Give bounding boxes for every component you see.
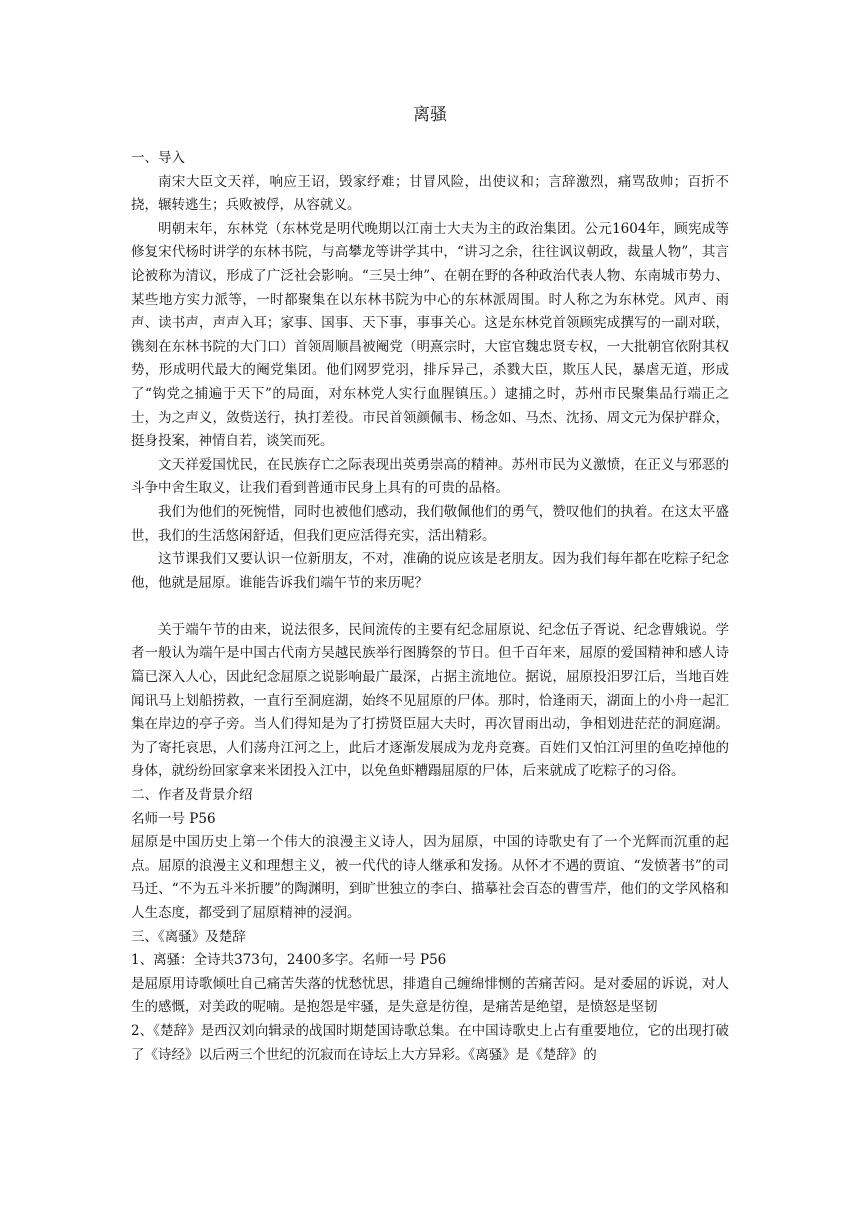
section-heading-intro: 一、导入 xyxy=(131,150,185,166)
reference-note: 名师一号 P56 xyxy=(131,810,216,827)
list-item: 2、《楚辞》是西汉刘向辑录的战国时期楚国诗歌总集。在中国诗歌史上占有重要地位，它的出现打破了《诗经》以后两三个世纪的沉寂而在诗坛上大方异彩。《离骚》是《楚辞》的 xyxy=(131,1022,729,1063)
paragraph: 文天祥爱国忧民，在民族存亡之际表现出英勇崇高的精神。苏州市民为义激愤，在正义与邪恶的斗争中舍生取义，让我们看到普通市民身上具有的可贵的品格。 xyxy=(131,456,729,497)
paragraph: 南宋大臣文天祥，响应王诏，毁家纾难；甘冒风险，出使议和；言辞激烈，痛骂敌帅；百折不挠，辗转逃生；兵败被俘，从容就义。 xyxy=(131,173,729,214)
paragraph: 明朝末年，东林党（东林党是明代晚期以江南士大夫为主的政治集团。公元1604年，顾宪成等修复宋代杨时讲学的东林书院，与高攀龙等讲学其中，“讲习之余，往往讽议朝政，裁量人物”，其言论被称为清议，形成了广泛社会影响。“三吴士绅”、在朝在野的各种政治代表人物、东南城市势力、某些地方实力派等，一时都聚集在以东林书院为中心的东林派周围。时人称之为东林党。风声、雨声、读书声，声声入耳；家事、国事、天下事，事事关心。这是东林党首领顾宪成撰写的一副对联，镌刻在东林书院的大门口）首领周顺昌被阉党（明熹宗时，大宦官魏忠贤专权，一大批朝官依附其权势，形成明代最大的阉党集团。他们网罗党羽，排斥异己，杀戮大臣，欺压人民，暴虐无道，形成了“钩党之捕遍于天下”的局面，对东林党人实行血腥镇压。）逮捕之时，苏州市民聚集品行端正之士，为之声义，敛赀送行，执打差役。市民首领颜佩韦、杨念如、马杰、沈扬、周文元为保护群众，挺身投案，神情自若，谈笑而死。 xyxy=(131,220,729,450)
document-body xyxy=(131,147,729,1067)
section-heading-lisao: 三、《离骚》及楚辞 xyxy=(131,928,246,945)
section-heading-author: 二、作者及背景介绍 xyxy=(131,787,253,804)
paragraph: 这节课我们又要认识一位新朋友，不对，准确的说应该是老朋友。因为我们每年都在吃粽子纪念他，他就是屈原。谁能告诉我们端午节的来历呢？ xyxy=(131,551,729,591)
list-item: 1、离骚：全诗共373句，2400多字。名师一号 P56 xyxy=(131,952,447,969)
paragraph: 是屈原用诗歌倾吐自己痛苦失落的忧愁忧思，排遣自己缠绵悱恻的苦痛苦闷。是对委屈的诉说，对人生的感慨，对美政的呢喃。是抱怨是牢骚，是失意是彷徨，是痛苦是绝望，是愤怒是坚韧 xyxy=(131,975,729,1016)
paragraph: 屈原是中国历史上第一个伟大的浪漫主义诗人，因为屈原，中国的诗歌史有了一个光辉而沉重的起点。屈原的浪漫主义和理想主义，被一代代的诗人继承和发扬。从怀才不遇的贾谊、“发愤著书”的司马迁、“不为五斗米折腰”的陶渊明，到旷世独立的李白、描摹社会百态的曹雪芹，他们的文学风格和人生态度，都受到了屈原精神的浸润。 xyxy=(131,834,729,921)
blank-line xyxy=(131,595,729,619)
page-title: 离骚 xyxy=(413,105,447,125)
paragraph: 我们为他们的死惋惜，同时也被他们感动，我们敬佩他们的勇气，赞叹他们的执着。在这太平盛世，我们的生活悠闲舒适，但我们更应活得充实，活出精彩。 xyxy=(131,503,729,544)
paragraph: 关于端午节的由来，说法很多，民间流传的主要有纪念屈原说、纪念伍子胥说、纪念曹娥说。学者一般认为端午是中国古代南方吴越民族举行图腾祭的节日。但千百年来，屈原的爱国精神和感人诗篇已深入人心，因此纪念屈原之说影响最广最深，占据主流地位。据说，屈原投汨罗江后，当地百姓闻讯马上划船捞救，一直行至洞庭湖，始终不见屈原的尸体。那时，恰逢雨天，湖面上的小舟一起汇集在岸边的亭子旁。当人们得知是为了打捞贤臣屈大夫时，再次冒雨出动，争相划进茫茫的洞庭湖。为了寄托哀思，人们荡舟江河之上，此后才逐渐发展成为龙舟竞赛。百姓们又怕江河里的鱼吃掉他的身体，就纷纷回家拿来米团投入江中，以免鱼虾糟蹋屈原的尸体，后来就成了吃粽子的习俗。 xyxy=(131,621,729,780)
